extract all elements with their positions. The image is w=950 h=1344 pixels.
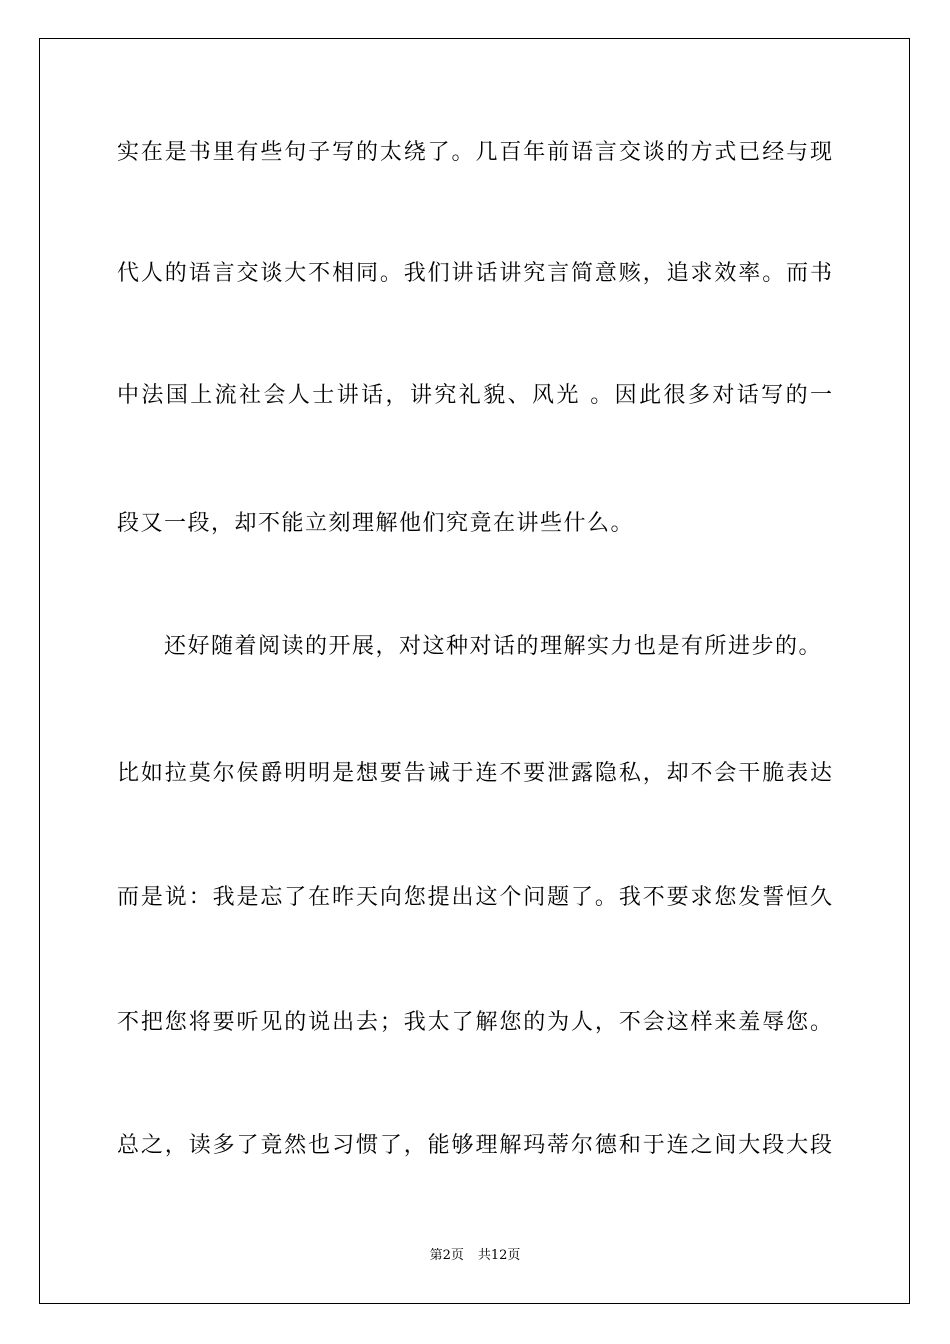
text-line: 不把您将要听见的说出去；我太了解您的为人，不会这样来羞辱您。 [117,1010,832,1035]
text-line: 比如拉莫尔侯爵明明是想要告诫于连不要泄露隐私，却不会干脆表达 [117,761,832,786]
text-line: 总之，读多了竟然也习惯了，能够理解玛蒂尔德和于连之间大段大段 [117,1133,832,1158]
page-number: 第2页 [429,1248,464,1263]
text-line: 实在是书里有些句子写的太绕了。几百年前语言交谈的方式已经与现 [117,140,832,165]
text-line: 段又一段，却不能立刻理解他们究竟在讲些什么。 [117,511,635,536]
text-line: 中法国上流社会人士讲话，讲究礼貌、风光 。因此很多对话写的一 [117,383,832,408]
text-line: 代人的语言交谈大不相同。我们讲话讲究言简意赅，追求效率。而书 [117,261,832,286]
text-line: 还好随着阅读的开展，对这种对话的理解实力也是有所进步的。 [117,634,823,659]
page-total: 共12页 [477,1248,521,1263]
page-border [39,38,910,1304]
page-footer [0,1247,950,1265]
text-line: 而是说：我是忘了在昨天向您提出这个问题了。我不要求您发誓恒久 [117,885,832,910]
